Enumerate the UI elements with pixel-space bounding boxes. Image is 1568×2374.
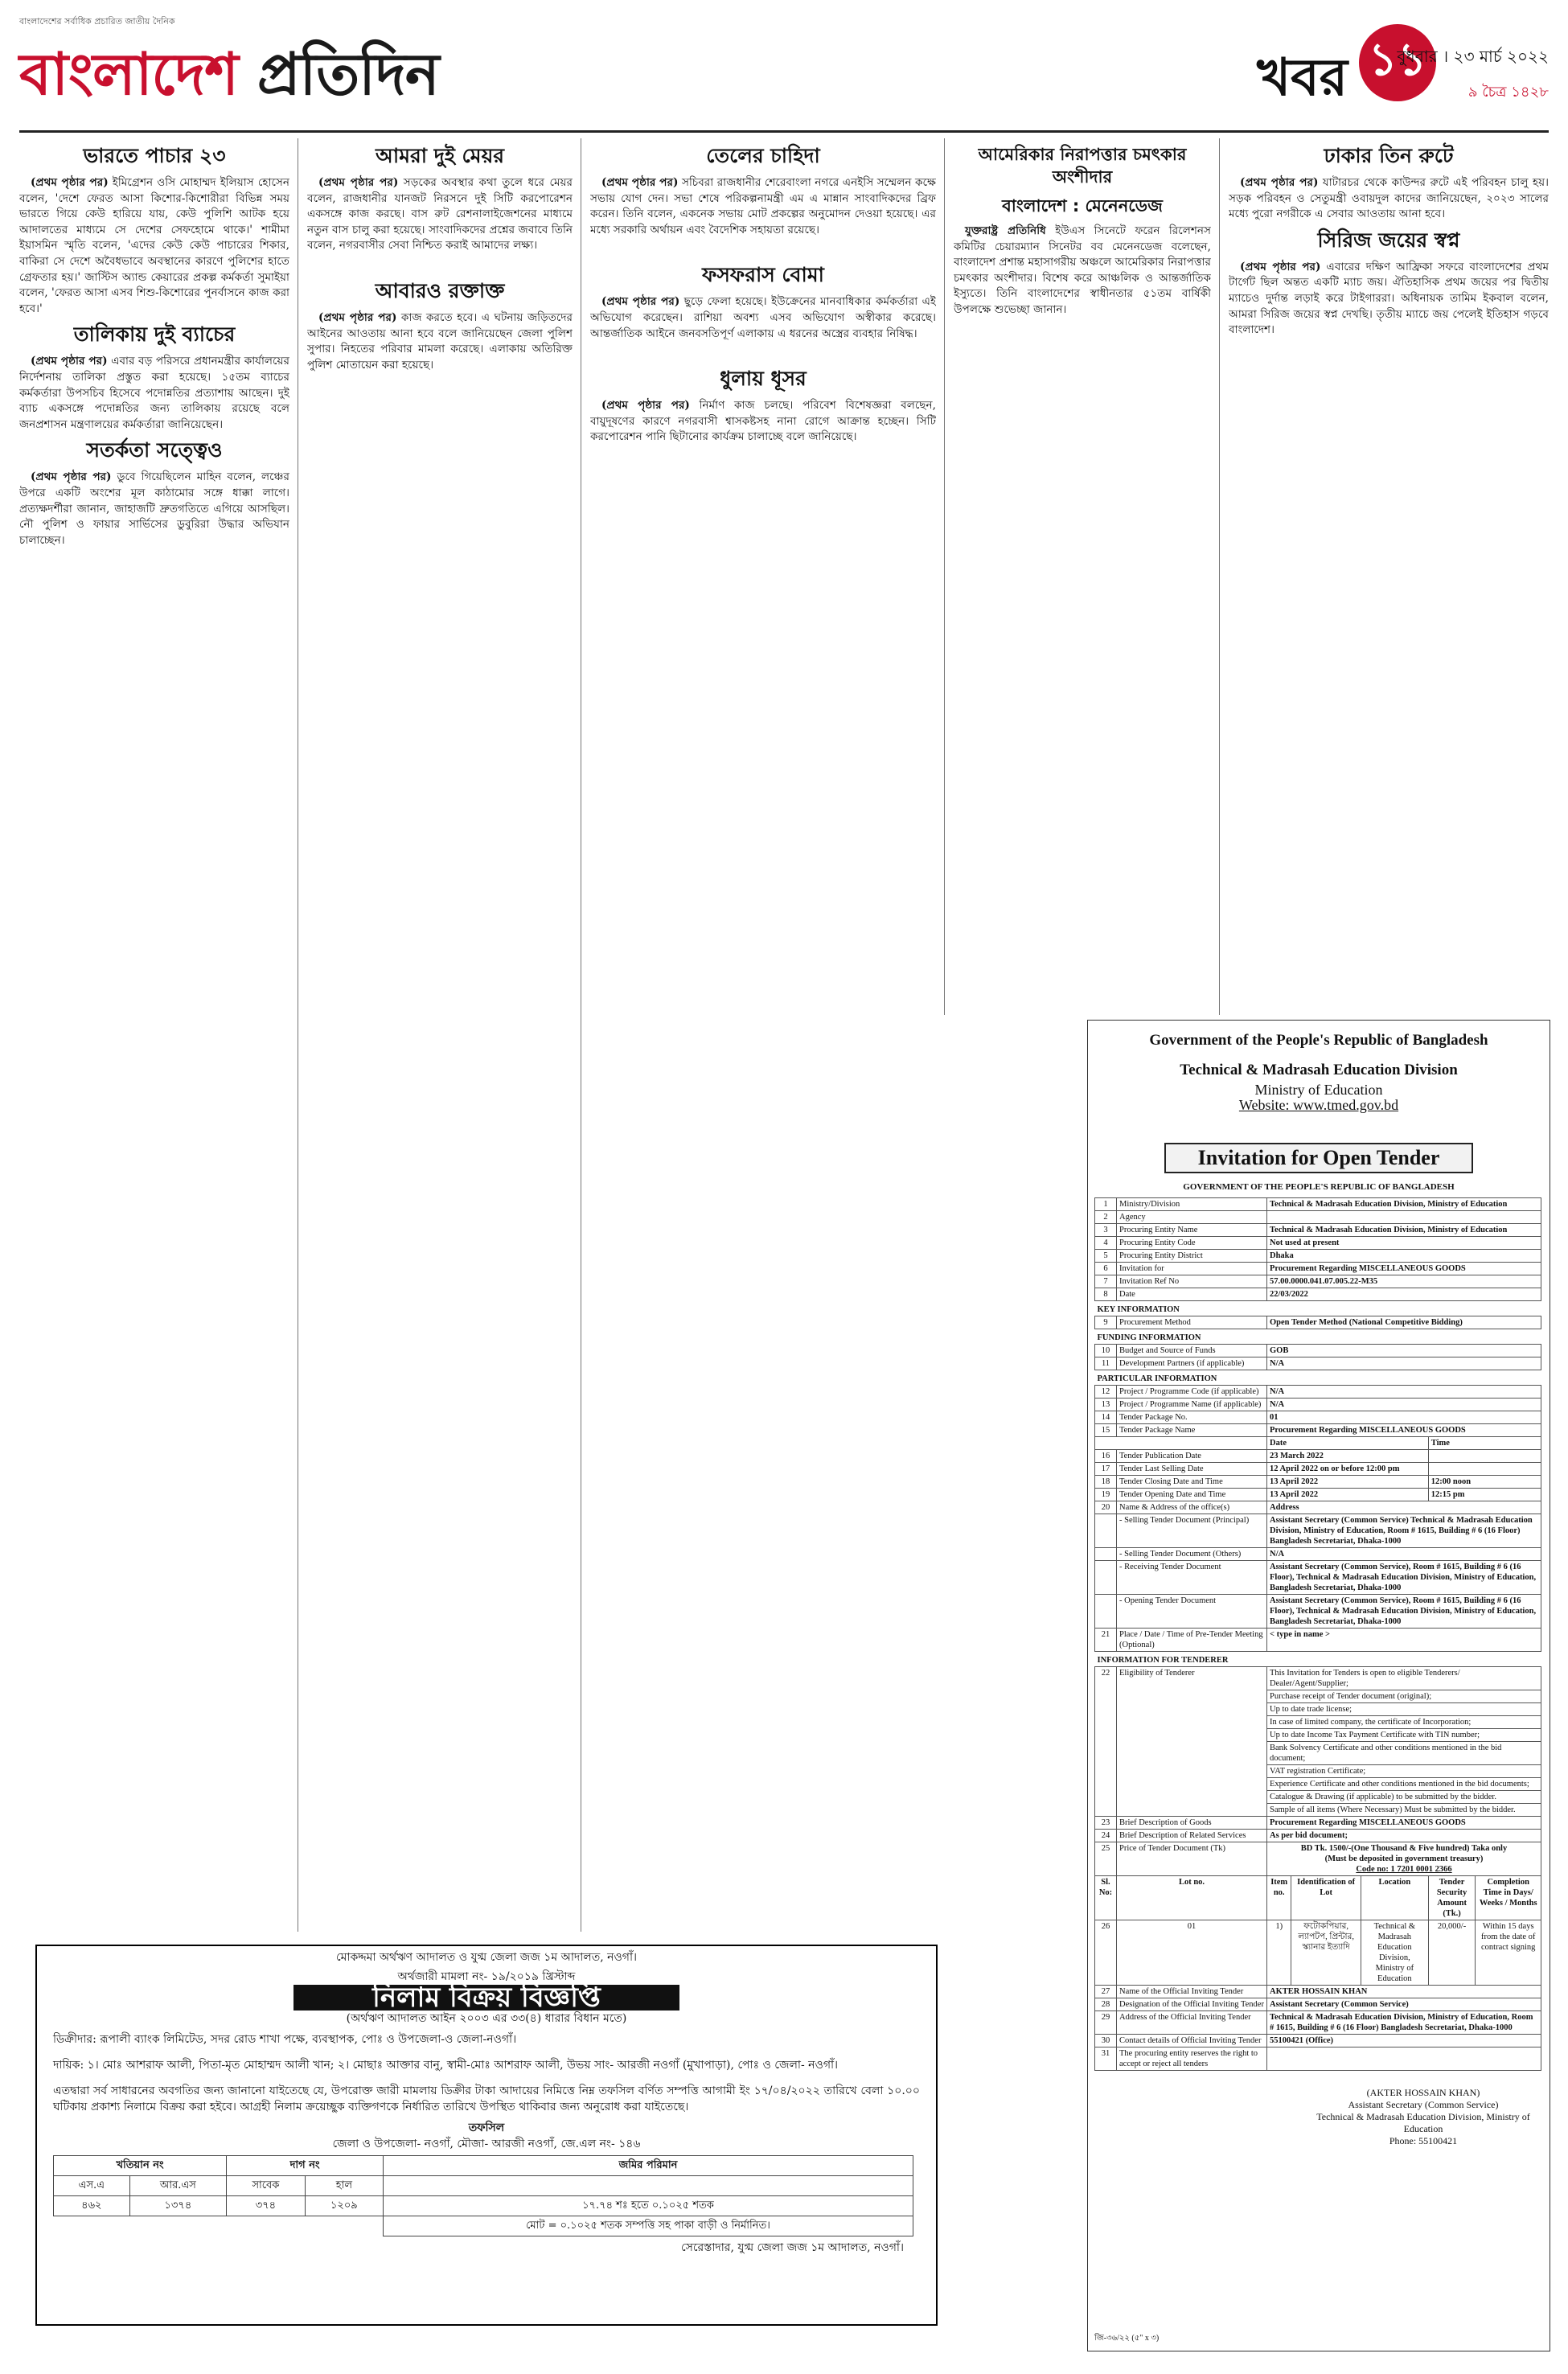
article-headline[interactable]: সিরিজ জয়ের স্বপ্ন	[1317, 228, 1460, 252]
row-number: 14	[1095, 1411, 1117, 1424]
row-value: N/A	[1267, 1357, 1541, 1370]
section-header: FUNDING INFORMATION	[1097, 1333, 1201, 1342]
row-label: Brief Description of Related Services	[1117, 1830, 1267, 1842]
row-value: Procurement Regarding MISCELLANEOUS GOODS	[1267, 1817, 1541, 1830]
row-value: N/A	[1267, 1399, 1541, 1411]
article-headline[interactable]: আমেরিকার নিরাপত্তার চমৎকার অংশীদার	[978, 145, 1187, 187]
row-label: Project / Programme Name (if applicable)	[1117, 1399, 1267, 1411]
table-header: জমির পরিমান	[384, 2156, 913, 2176]
article-headline[interactable]: ভারতে পাচার ২৩	[83, 144, 226, 167]
row-number: 12	[1095, 1386, 1117, 1399]
lot-cell: 26	[1095, 1920, 1117, 1986]
row-value: Technical & Madrasah Education Division, Ministry of Education	[1267, 1224, 1541, 1237]
masthead	[19, 6, 1549, 127]
lot-header: Location	[1361, 1876, 1428, 1920]
article-body: (প্রথম পৃষ্ঠার পর) নির্মাণ কাজ চলছে। পরিবেশ বিশেষজ্ঞরা বলছেন, বায়ুদূষণের কারণে নগরবাসী শ্বাসকষ্টসহ নানা রোগে আক্রান্ত হচ্ছেন। সিটি করপোরেশন পানি ছিটানোর কার্যক্রম চালাচ্ছে বলে জানিয়েছে।	[590, 399, 936, 444]
row-number: 7	[1095, 1275, 1117, 1288]
section-header: KEY INFORMATION	[1097, 1305, 1180, 1314]
row-value: 57.00.0000.041.07.005.22-M35	[1267, 1275, 1541, 1288]
row-number: 5	[1095, 1250, 1117, 1263]
table-subheader: আর.এস	[129, 2176, 227, 2196]
table-subheader	[384, 2176, 913, 2196]
row-value: AKTER HOSSAIN KHAN	[1267, 1986, 1541, 1998]
column-5	[1229, 138, 1549, 1012]
row-label: Eligibility of Tenderer	[1117, 1667, 1267, 1817]
row-label: Contact details of Official Inviting Tender	[1117, 2035, 1267, 2047]
lot-cell: ফটোকপিয়ার, ল্যাপটপ, প্রিন্টার, স্ক্যানার ইত্যাদি	[1291, 1920, 1361, 1986]
table-row	[1095, 2035, 1541, 2047]
article-body: (প্রথম পৃষ্ঠার পর) এবার বড় পরিসরে প্রধানমন্ত্রীর কার্যালয়ের নির্দেশনায় তালিকা প্রস্তুত করা হয়েছে। ১৫তম ব্যাচের কর্মকর্তারা উপসচিব হিসেবে পদোন্নতির প্রত্যাশায় আছেন। দুই ব্যাচ একসঙ্গে পদোন্নতির জন্য তালিকায় রয়েছে বলে জনপ্রশাসন মন্ত্রণালয়ের কর্মকর্তারা জানিয়েছেন।	[19, 355, 289, 431]
row-value: Open Tender Method (National Competitive Bidding)	[1267, 1316, 1541, 1329]
row-value: Assistant Secretary (Common Service), Room # 1615, Building # 6 (16 Floor), Technical & Madrasah Education Division, Ministry of Education, Bangladesh Secretariat, Dhaka-1000	[1267, 1561, 1541, 1595]
notice-body: এতদ্বারা সর্ব সাধারনের অবগতির জন্য জানানো যাইতেছে যে, উপরোক্ত জারী মামলায় ডিক্রীর টাকা আদায়ের নিমিত্তে নিম্ন তফসিল বর্ণিত সম্পত্তি আগামী ইং ১৭/০৪/২০২২ তারিখে বেলা ১০.০০ ঘটিকায় প্রকাশ্য নিলামে বিক্রয় করা হইবে। আগ্রহী নিলাম ক্রয়েচ্ছুক ব্যক্তিগণকে নির্ধারিত তারিখে উপস্থিত থাকিবার জন্য অনুরোধ করা যাইতেছে।	[53, 2084, 920, 2113]
row-number: 8	[1095, 1288, 1117, 1301]
time-col-header: Time	[1428, 1437, 1541, 1450]
table-row	[1095, 1198, 1541, 1211]
lot-header: Identification of Lot	[1291, 1876, 1361, 1920]
row-value: Assistant Secretary (Common Service) Technical & Madrasah Education Division, Ministry of Education, Room # 1615, Building # 6 (16 Floor) Bangladesh Secretariat, Dhaka-1000	[1267, 1514, 1541, 1548]
table-row	[1095, 1501, 1541, 1514]
lot-header: Lot no.	[1117, 1876, 1267, 1920]
row-label: Brief Description of Goods	[1117, 1817, 1267, 1830]
row-number: 31	[1095, 2047, 1117, 2071]
row-label: Ministry/Division	[1117, 1198, 1267, 1211]
eligibility-item: This Invitation for Tenders is open to eligible Tenderers/ Dealer/Agent/Supplier;	[1267, 1667, 1541, 1690]
table-row	[1095, 1437, 1541, 1450]
table-header: খতিয়ান নং	[54, 2156, 227, 2176]
row-label: - Selling Tender Document (Principal)	[1117, 1514, 1267, 1548]
table-row	[1095, 1316, 1541, 1329]
row-label: Tender Publication Date	[1117, 1450, 1267, 1463]
row-number: 15	[1095, 1424, 1117, 1437]
section-header: INFORMATION FOR TENDERER	[1097, 1656, 1229, 1665]
row-label: Procuring Entity Code	[1117, 1237, 1267, 1250]
row-label: Budget and Source of Funds	[1117, 1345, 1267, 1357]
table-row	[1095, 1561, 1541, 1595]
row-label: Price of Tender Document (Tk)	[1117, 1842, 1267, 1876]
row-value: Address	[1267, 1501, 1541, 1514]
notice-signature: সেরেস্তাদার, যুগ্ম জেলা জজ ১ম আদালত, নওগাঁ।	[681, 2241, 904, 2254]
eligibility-item: Catalogue & Drawing (if applicable) to be submitted by the bidder.	[1267, 1791, 1541, 1804]
table-row	[1095, 1489, 1541, 1501]
article-headline[interactable]: তালিকায় দুই ব্যাচের	[73, 322, 236, 347]
row-number: 24	[1095, 1830, 1117, 1842]
table-row	[1095, 1998, 1541, 2011]
row-number: 3	[1095, 1224, 1117, 1237]
eligibility-item: Up to date trade license;	[1267, 1703, 1541, 1716]
lot-header: Completion Time in Days/ Weeks / Months	[1476, 1876, 1541, 1920]
table-row	[1095, 1463, 1541, 1476]
row-number: 25	[1095, 1842, 1117, 1876]
row-number: 17	[1095, 1463, 1117, 1476]
tender-gov-line1: Government of the People's Republic of Bangladesh	[1149, 1032, 1488, 1049]
row-label: Procuring Entity Name	[1117, 1224, 1267, 1237]
schedule-table	[53, 2155, 913, 2236]
row-label: Tender Package No.	[1117, 1411, 1267, 1424]
table-row	[1095, 1263, 1541, 1275]
table-row	[1095, 1411, 1541, 1424]
row-time	[1428, 1450, 1541, 1463]
column-3	[590, 138, 936, 1930]
masthead-divider	[19, 130, 1549, 133]
column-4	[954, 138, 1211, 1012]
article-headline[interactable]: আমরা দুই মেয়র	[375, 144, 505, 167]
auction-notice	[35, 1945, 938, 2326]
row-value: Assistant Secretary (Common Service)	[1267, 1998, 1541, 2011]
table-row	[1095, 1450, 1541, 1463]
row-value: Technical & Madrasah Education Division, Ministry of Education	[1267, 1198, 1541, 1211]
row-value: < type in name >	[1267, 1629, 1541, 1652]
date-col-header: Date	[1267, 1437, 1429, 1450]
table-row	[1095, 1830, 1541, 1842]
table-row	[1095, 1667, 1541, 1690]
row-number: 4	[1095, 1237, 1117, 1250]
article-body: (প্রথম পৃষ্ঠার পর) কাজ করতে হবে। এ ঘটনায় জড়িতদের আইনের আওতায় আনা হবে বলে জানিয়েছেন জেলা পুলিশ সুপার। নিহতের পরিবার মামলা করেছে। এলাকায় অতিরিক্ত পুলিশ মোতায়েন করা হয়েছে।	[307, 310, 573, 372]
row-value: N/A	[1267, 1386, 1541, 1399]
row-number	[1095, 1548, 1117, 1561]
notice-case-no: অর্থজারী মামলা নং- ১৯/২০১৯ খ্রিস্টাব্দ	[397, 1970, 576, 1983]
table-row	[1095, 1548, 1541, 1561]
lot-row	[1095, 1920, 1541, 1986]
tender-signature: (AKTER HOSSAIN KHAN) Assistant Secretary (Common Service) Technical & Madrasah Education Division, Ministry of Education Phone: 55100421	[1316, 2087, 1530, 2146]
row-label: Invitation Ref No	[1117, 1275, 1267, 1288]
row-number: 20	[1095, 1501, 1117, 1514]
row-number: 11	[1095, 1357, 1117, 1370]
article-body: যুক্তরাষ্ট্র প্রতিনিধি ইউএস সিনেটে ফরেন রিলেশনস কমিটির চেয়ারম্যান সিনেটর বব মেনেনডেজ বলেছেন, বাংলাদেশ প্রশান্ত মহাসাগরীয় অঞ্চলে আমেরিকার নিরাপত্তার চমৎকার অংশীদার। বিশেষ করে আঞ্চলিক ও আন্তর্জাতিক ইস্যুতে। তিনি বাংলাদেশের স্বাধীনতার ৫১তম বার্ষিকী উপলক্ষে শুভেচ্ছা জানান।	[954, 224, 1211, 316]
tender-gov-line2: Technical & Madrasah Education Division	[1180, 1062, 1458, 1078]
row-date: 12 April 2022 on or before 12:00 pm	[1267, 1463, 1429, 1476]
row-value: GOB	[1267, 1345, 1541, 1357]
row-number	[1095, 1595, 1117, 1629]
eligibility-item: Sample of all items (Where Necessary) Must be submitted by the bidder.	[1267, 1804, 1541, 1817]
row-value: Procurement Regarding MISCELLANEOUS GOODS	[1267, 1263, 1541, 1275]
row-value: Technical & Madrasah Education Division, Ministry of Education, Room # 1615, Building # 6 (16 Floor) Bangladesh Secretariat, Dhaka-1000	[1267, 2011, 1541, 2035]
row-number: 21	[1095, 1629, 1117, 1652]
table-subheader: হাল	[305, 2176, 383, 2196]
notice-court: মোকদ্দমা অর্থঋণ আদালত ও যুগ্ম জেলা জজ ১ম আদালত, নওগাঁ।	[335, 1951, 638, 1964]
article-body: (প্রথম পৃষ্ঠার পর) সড়কের অবস্থার কথা তুলে ধরে মেয়র বলেন, রাজধানীর যানজট নিরসনে দুই সিটি করপোরেশন একসঙ্গে কাজ করছে। বাস রুট রেশনালাইজেশনের মাধ্যমে নতুন বাস চালু করা হয়েছে। সাংবাদিকদের প্রশ্নের জবাবে তিনি বলেন, নগরবাসীর সেবা নিশ্চিত করাই আমাদের লক্ষ্য।	[307, 176, 573, 253]
article-body: (প্রথম পৃষ্ঠার পর) যাটারচর থেকে কাউন্দর রুটে এই পরিবহন চালু হয়। সড়ক পরিবহন ও সেতুমন্ত্রী ওবায়দুল কাদের জানিয়েছেন, ২০২৩ সালের মধ্যে পুরো নগরীকে এ সেবার আওতায় আনা হবে।	[1229, 176, 1549, 221]
row-value: 22/03/2022	[1267, 1288, 1541, 1301]
eligibility-item: Purchase receipt of Tender document (original);	[1267, 1690, 1541, 1703]
row-label: Designation of the Official Inviting Tender	[1117, 1998, 1267, 2011]
table-row	[1095, 1595, 1541, 1629]
masthead-tagline: বাংলাদেশের সর্বাধিক প্রচারিত জাতীয় দৈনিক	[19, 16, 175, 27]
table-row	[1095, 1842, 1541, 1876]
lot-cell: 01	[1117, 1920, 1267, 1986]
table-row	[1095, 1514, 1541, 1548]
row-label: Tender Closing Date and Time	[1117, 1476, 1267, 1489]
tender-notice	[1087, 1020, 1550, 2351]
row-label: Tender Opening Date and Time	[1117, 1489, 1267, 1501]
table-row	[1095, 2011, 1541, 2035]
row-label: Name & Address of the office(s)	[1117, 1501, 1267, 1514]
row-number: 10	[1095, 1345, 1117, 1357]
row-value: Not used at present	[1267, 1237, 1541, 1250]
schedule-location: জেলা ও উপজেলা- নওগাঁ, মৌজা- আরজী নওগাঁ, জে.এল নং- ১৪৬	[332, 2138, 641, 2150]
row-label: Procuring Entity District	[1117, 1250, 1267, 1263]
row-value: 55100421 (Office)	[1267, 2035, 1541, 2047]
column-divider	[1219, 138, 1220, 1015]
section-title: খবর	[1257, 48, 1348, 108]
eligibility-item: Bank Solvency Certificate and other conditions mentioned in the bid document;	[1267, 1742, 1541, 1765]
article-headline[interactable]: ফসফরাস বোমা	[702, 263, 824, 287]
row-value: Procurement Regarding MISCELLANEOUS GOODS	[1267, 1424, 1541, 1437]
row-label: Address of the Official Inviting Tender	[1117, 2011, 1267, 2035]
tender-code-line: জি-৩৬/২২ (৫" x ৩)	[1094, 2334, 1160, 2343]
row-label: Project / Programme Code (if applicable)	[1117, 1386, 1267, 1399]
tender-invitation-title: Invitation for Open Tender	[1164, 1143, 1473, 1173]
row-label: Tender Package Name	[1117, 1424, 1267, 1437]
eligibility-item: Experience Certificate and other conditions mentioned in the bid documents;	[1267, 1778, 1541, 1791]
row-number: 27	[1095, 1986, 1117, 1998]
table-row	[1095, 1424, 1541, 1437]
table-row	[1095, 1399, 1541, 1411]
row-value: Dhaka	[1267, 1250, 1541, 1263]
article-headline[interactable]: ধুলায় ধূসর	[720, 367, 807, 391]
table-row	[1095, 1817, 1541, 1830]
table-total: মোট = ০.১০২৫ শতক সম্পত্তি সহ পাকা বাড়ী ও নির্মানিত।	[384, 2216, 913, 2236]
row-label: Development Partners (if applicable)	[1117, 1357, 1267, 1370]
row-number: 29	[1095, 2011, 1117, 2035]
section-header: PARTICULAR INFORMATION	[1097, 1374, 1217, 1383]
table-row	[1095, 1357, 1541, 1370]
row-number: 28	[1095, 1998, 1117, 2011]
table-row	[1095, 1211, 1541, 1224]
row-number	[1095, 1514, 1117, 1548]
row-number: 16	[1095, 1450, 1117, 1463]
notice-title: নিলাম বিক্রয় বিজ্ঞপ্তি	[293, 1985, 679, 2011]
tender-website-link[interactable]: Website: www.tmed.gov.bd	[1238, 1097, 1399, 1113]
article-subheadline: বাংলাদেশ : মেনেনডেজ	[1002, 196, 1163, 216]
eligibility-item: VAT registration Certificate;	[1267, 1765, 1541, 1778]
row-date: 23 March 2022	[1267, 1450, 1429, 1463]
row-value: N/A	[1267, 1548, 1541, 1561]
tender-ministry: Ministry of Education	[1254, 1082, 1383, 1098]
tender-gov-caps: GOVERNMENT OF THE PEOPLE'S REPUBLIC OF BANGLADESH	[1183, 1182, 1455, 1192]
table-row	[1095, 1986, 1541, 1998]
row-number	[1095, 1561, 1117, 1595]
lot-header: Sl. No:	[1095, 1876, 1117, 1920]
row-number: 1	[1095, 1198, 1117, 1211]
table-row: ৪৬২ ১৩৭৪ ৩৭৪ ১২০৯ ১৭.৭৪ শঃ হতে ০.১০২৫ শতক	[54, 2196, 913, 2216]
row-value	[1267, 2047, 1541, 2071]
row-label: Name of the Official Inviting Tender	[1117, 1986, 1267, 1998]
table-row	[1095, 1386, 1541, 1399]
table-row	[1095, 1476, 1541, 1489]
row-number: 2	[1095, 1211, 1117, 1224]
row-number: 18	[1095, 1476, 1117, 1489]
table-row	[1095, 1224, 1541, 1237]
row-value: Assistant Secretary (Common Service), Room # 1615, Building # 6 (16 Floor), Technical & Madrasah Education Division, Ministry of Education, Bangladesh Secretariat, Dhaka-1000	[1267, 1595, 1541, 1629]
table-row	[1095, 1288, 1541, 1301]
row-time	[1428, 1463, 1541, 1476]
logo-part1: বাংলাদেশ	[19, 40, 257, 108]
row-time: 12:00 noon	[1428, 1476, 1541, 1489]
row-number: 9	[1095, 1316, 1117, 1329]
lot-cell: 20,000/-	[1428, 1920, 1476, 1986]
lot-cell: Within 15 days from the date of contract signing	[1476, 1920, 1541, 1986]
table-subheader: সাবেক	[227, 2176, 306, 2196]
row-value	[1267, 1211, 1541, 1224]
lot-header: Item no.	[1267, 1876, 1291, 1920]
article-body: (প্রথম পৃষ্ঠার পর) ছুড়ে ফেলা হয়েছে। ইউক্রেনের মানবাধিকার কর্মকর্তারা এই অভিযোগ করেছেন। রাশিয়া অবশ্য এসব অভিযোগ অস্বীকার করেছে। আন্তর্জাতিক আইনে জনবসতিপূর্ণ এলাকায় এ ধরনের অস্ত্রের ব্যবহার নিষিদ্ধ।	[590, 295, 936, 340]
row-value: 01	[1267, 1411, 1541, 1424]
table-header: দাগ নং	[227, 2156, 384, 2176]
table-subheader: এস.এ	[54, 2176, 130, 2196]
lot-header-row	[1095, 1876, 1541, 1920]
row-label: - Selling Tender Document (Others)	[1117, 1548, 1267, 1561]
column-1	[19, 138, 289, 1930]
column-divider	[944, 138, 945, 1015]
page-number-badge: ১১	[1359, 24, 1436, 101]
logo-part2: প্রতিদিন	[257, 40, 439, 108]
table-row	[1095, 1629, 1541, 1652]
notice-law: (অর্থঋণ আদালত আইন ২০০৩ এর ৩৩(৪) ধারার বিধান মতে)	[346, 2012, 627, 2025]
lot-cell: 1)	[1267, 1920, 1291, 1986]
row-label: Agency	[1117, 1211, 1267, 1224]
row-number: 23	[1095, 1817, 1117, 1830]
article-headline[interactable]: ঢাকার তিন রুটে	[1324, 144, 1454, 167]
tender-table	[1094, 1197, 1541, 2071]
schedule-title: তফসিল	[468, 2121, 505, 2134]
row-date: 13 April 2022	[1267, 1476, 1429, 1489]
row-date: 13 April 2022	[1267, 1489, 1429, 1501]
notice-decree-holder: ডিক্রীদার: রূপালী ব্যাংক লিমিটেড, সদর রোড শাখা পক্ষে, ব্যবস্থাপক, পোঃ ও উপজেলা-ও জেলা-নওগাঁ।	[53, 2033, 517, 2046]
row-label: Tender Last Selling Date	[1117, 1463, 1267, 1476]
lot-cell: Technical & Madrasah Education Division, Ministry of Education	[1361, 1920, 1428, 1986]
date-line: বুধবার । ২৩ মার্চ ২০২২	[1397, 47, 1549, 66]
row-value: As per bid document;	[1267, 1830, 1541, 1842]
row-label: - Receiving Tender Document	[1117, 1561, 1267, 1595]
article-headline[interactable]: তেলের চাহিদা	[706, 144, 820, 167]
notice-debtor: দায়িক: ১। মোঃ আশরাফ আলী, পিতা-মৃত মোহাম্মদ আলী খান; ২। মোছাঃ আক্তার বানু, স্বামী-মোঃ আশরাফ আলী, উভয় সাং- আরজী নওগাঁ (মুখাপাড়া), পোঃ ও জেলা- নওগাঁ।	[53, 2059, 839, 2072]
row-label: - Opening Tender Document	[1117, 1595, 1267, 1629]
table-row	[1095, 1275, 1541, 1288]
lot-header: Tender Security Amount (Tk.)	[1428, 1876, 1476, 1920]
date-bangla: ৯ চৈত্র ১৪২৮	[1467, 84, 1549, 101]
row-number: 22	[1095, 1667, 1117, 1817]
row-label: Place / Date / Time of Pre-Tender Meeting (Optional)	[1117, 1629, 1267, 1652]
row-number: 13	[1095, 1399, 1117, 1411]
eligibility-item: Up to date Income Tax Payment Certificate with TIN number;	[1267, 1729, 1541, 1742]
price-value: BD Tk. 1500/-(One Thousand & Five hundred) Taka only (Must be deposited in government treasury) Code no: 1 7201 0001 2366	[1267, 1842, 1541, 1876]
table-row	[1095, 2047, 1541, 2071]
row-number: 6	[1095, 1263, 1117, 1275]
row-number: 30	[1095, 2035, 1117, 2047]
row-time: 12:15 pm	[1428, 1489, 1541, 1501]
table-row	[1095, 1345, 1541, 1357]
eligibility-item: In case of limited company, the certificate of Incorporation;	[1267, 1716, 1541, 1729]
table-row	[1095, 1237, 1541, 1250]
table-row	[1095, 1250, 1541, 1263]
row-label: Invitation for	[1117, 1263, 1267, 1275]
article-headline[interactable]: সতর্কতা সত্ত্বেও	[86, 438, 223, 462]
article-headline[interactable]: আবারও রক্তাক্ত	[375, 278, 505, 302]
article-body: (প্রথম পৃষ্ঠার পর) এবারের দক্ষিণ আফ্রিকা সফরে বাংলাদেশের প্রথম টার্গেট ছিল অন্তত একটি ম্যাচ জয়। ঐতিহাসিক প্রথম জয়ের পর দ্বিতীয় ম্যাচেও দুর্দান্ত লড়াই করে টাইগাররা। অধিনায়ক তামিম ইকবাল বলেন, আমরা সিরিজ জয়ের স্বপ্ন দেখছি। তৃতীয় ম্যাচে জয় পেলেই ইতিহাস গড়বে বাংলাদেশ।	[1229, 260, 1549, 337]
article-body: (প্রথম পৃষ্ঠার পর) সচিবরা রাজধানীর শেরেবাংলা নগরে এনইসি সম্মেলন কক্ষে সভায় যোগ দেন। সভা শেষে পরিকল্পনামন্ত্রী এম এ মান্নান সাংবাদিকদের ব্রিফ করেন। তিনি বলেন, একনেক সভায় মোট প্রকল্পের অনুমোদন দেওয়া হয়েছে। এর মধ্যে সরকারি অর্থায়ন এবং বৈদেশিক সহায়তা রয়েছে।	[590, 176, 936, 236]
row-label: The procuring entity reserves the right to accept or reject all tenders	[1117, 2047, 1267, 2071]
article-body: (প্রথম পৃষ্ঠার পর) ডুবে গিয়েছিলেন মাহিন বলেন, লঞ্চের উপরে একটি অংশের মূল কাঠামোর সঙ্গে ধাক্কা লাগে। প্রত্যক্ষদর্শীরা জানান, জাহাজটি দ্রুতগতিতে এগিয়ে আসছিল। নৌ পুলিশ ও ফায়ার সার্ভিসের ডুবুরিরা উদ্ধার অভিযান চালাচ্ছেন।	[19, 470, 289, 547]
row-label: Procurement Method	[1117, 1316, 1267, 1329]
row-number: 19	[1095, 1489, 1117, 1501]
newspaper-logo[interactable]	[19, 31, 439, 127]
column-2	[307, 138, 573, 1930]
row-label: Date	[1117, 1288, 1267, 1301]
article-body: (প্রথম পৃষ্ঠার পর) ইমিগ্রেশন ওসি মোহাম্মদ ইলিয়াস হোসেন বলেন, 'দেশে ফেরত আসা কিশোর-কিশোরীরা বিভিন্ন সময় ভারতে গিয়ে কেউ হারিয়ে যায়, কেউ পুলিশি আটক হয়ে আদালতের মাধ্যমে সে দেশের সেফহোমে থাকে।' শামীমা ইয়াসমিন স্মৃতি বলেন, 'এদের কেউ কেউ পাচারের শিকার, বাকিরা সে দেশে অবৈধভাবে অবস্থানের কারণে পুলিশের হাতে গ্রেফতার হয়।' জাস্টিস অ্যান্ড কেয়ারের প্রকল্প কর্মকর্তা সুমাইয়া বলেন, 'ফেরত আসা এসব শিশু-কিশোরের পুনর্বাসনে কাজ করা হবে।'	[19, 176, 289, 315]
